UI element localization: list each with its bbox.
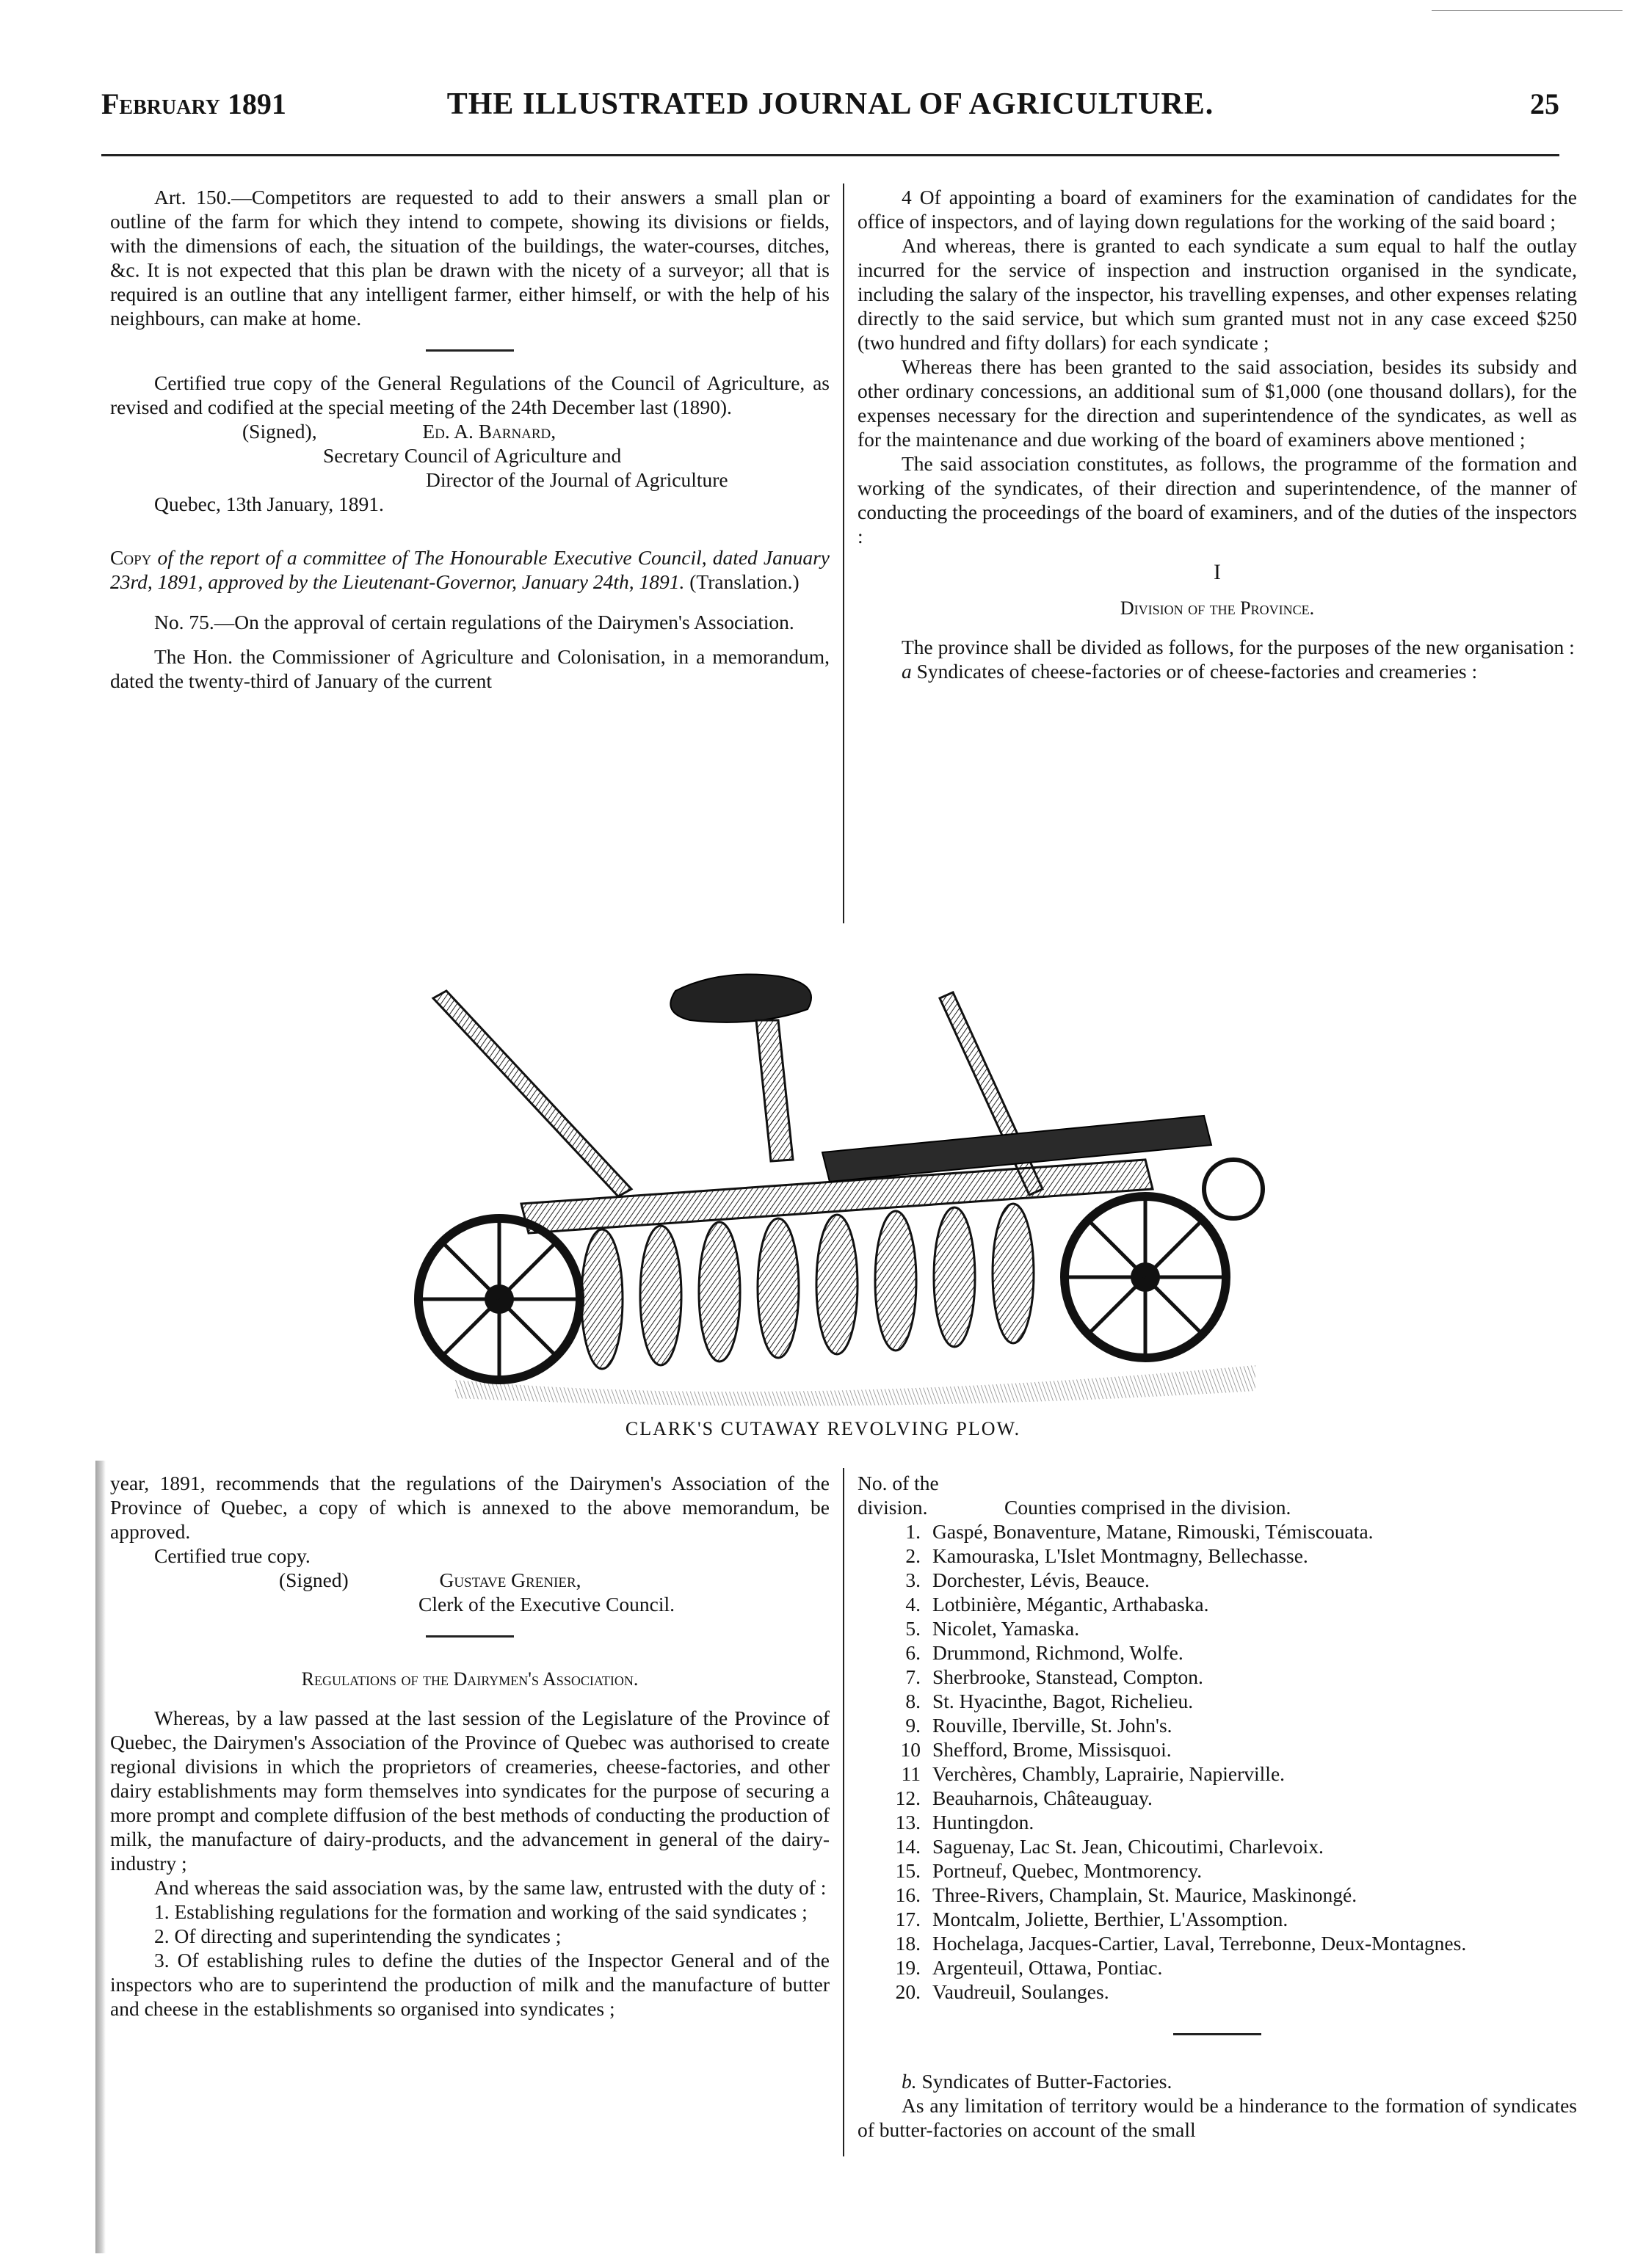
butter-factories-paragraph: As any limitation of territory would be a hinderance to the formation of syndicates of butter-factories on account of the small — [858, 2094, 1577, 2141]
header-no-of-the: No. of the — [858, 1472, 939, 1494]
division-number: 10 — [900, 1738, 921, 1761]
signature-line — [110, 419, 830, 443]
division-counties: Dorchester, Lévis, Beauce. — [932, 1569, 1150, 1591]
scan-edge-shadow — [95, 1461, 106, 2253]
division-counties: St. Hyacinthe, Bagot, Richelieu. — [932, 1690, 1194, 1712]
division-counties: Three-Rivers, Champlain, St. Maurice, Maskinongé. — [932, 1883, 1357, 1906]
division-number: 4. — [905, 1593, 921, 1615]
left-column-top — [110, 185, 830, 693]
recommendation-text: year, 1891, recommends that the regulations of the Dairymen's Association of the Province of Quebec, a copy of which is annexed to the above memorandum, be approved. — [110, 1472, 830, 1543]
top-edge-rule — [1432, 10, 1623, 11]
division-counties: Shefford, Brome, Missisquoi. — [932, 1738, 1172, 1761]
division-counties: Huntingdon. — [932, 1811, 1034, 1833]
division-counties: Lotbinière, Mégantic, Arthabaska. — [932, 1593, 1209, 1615]
division-counties: Sherbrooke, Stanstead, Compton. — [932, 1665, 1203, 1688]
division-row — [858, 1786, 1577, 1810]
division-number: 5. — [905, 1617, 921, 1640]
division-number: 18. — [895, 1932, 921, 1955]
place-date: Quebec, 13th January, 1891. — [154, 493, 384, 515]
division-row — [858, 1544, 1577, 1568]
order-no-75: No. 75.—On the approval of certain regulations of the Dairymen's Association. — [154, 611, 794, 633]
regulations-heading: Regulations of the Dairymen's Association. — [301, 1668, 639, 1690]
division-counties: Drummond, Richmond, Wolfe. — [932, 1641, 1183, 1664]
division-row — [858, 1616, 1577, 1640]
division-number: 7. — [905, 1665, 921, 1688]
certified-copy-text: Certified true copy of the General Regulations of the Council of Agriculture, as revised and codified at the special meeting of the 24th December last (1890). — [110, 371, 830, 418]
division-number: 8. — [905, 1690, 921, 1712]
division-row — [858, 1640, 1577, 1665]
division-row — [858, 1883, 1577, 1907]
entrusted-duty: And whereas the said association was, by the same law, entrusted with the duty of : — [154, 1876, 827, 1899]
division-number: 15. — [895, 1859, 921, 1882]
figure-caption: CLARK'S CUTAWAY REVOLVING PLOW. — [625, 1418, 1021, 1439]
division-counties: Gaspé, Bonaventure, Matane, Rimouski, Témiscouata. — [932, 1520, 1374, 1543]
copy-text: of the report of a committee of The Honourable Executive Council, dated January 23rd, 1891, approved by the Lieutenant-Governor, January 24th, 1891. — [110, 546, 830, 593]
division-number: 14. — [895, 1835, 921, 1858]
division-row — [858, 1592, 1577, 1616]
division-row — [858, 1713, 1577, 1737]
division-counties: Beauharnois, Châteauguay. — [932, 1787, 1153, 1809]
division-counties: Rouville, Iberville, St. John's. — [932, 1714, 1172, 1737]
duty-item-1: 1. Establishing regulations for the formation and working of the said syndicates ; — [154, 1900, 808, 1923]
division-row — [858, 1980, 1577, 2004]
division-row — [858, 1810, 1577, 1834]
duty-item-2: 2. Of directing and superintending the syndicates ; — [154, 1924, 562, 1947]
signed-label-2: (Signed) — [279, 1569, 349, 1591]
division-counties: Montcalm, Joliette, Berthier, L'Assomption. — [932, 1908, 1288, 1930]
division-row — [858, 1762, 1577, 1786]
section-divider — [426, 349, 514, 352]
syndicates-a — [858, 659, 1577, 683]
header-row — [858, 1495, 1577, 1519]
programme-paragraph: The said association constitutes, as follows, the programme of the formation and working of the syndicates, of their direction and superintendence, of the manner of conducting the proceedings of the board of examiners, and of the duties of the inspectors : — [858, 452, 1577, 548]
left-column-bottom — [110, 1471, 830, 2021]
division-row — [858, 1519, 1577, 1544]
province-division-text: The province shall be divided as follows, for the purposes of the new organisation : — [902, 636, 1575, 658]
division-list — [858, 1519, 1577, 2004]
right-column-top — [858, 185, 1577, 683]
header-page-number: 25 — [1530, 87, 1559, 120]
whereas-additional-sum: Whereas there has been granted to the said association, besides its subsidy and other ordinary concessions, an additional sum of $1,000 (one thousand dollars), for the expenses necessary for the direction and superintendence of the syndicates, as well as for the maintenance and due working of the board of examiners above mentioned ; — [858, 355, 1577, 451]
division-row — [858, 1955, 1577, 1980]
division-counties: Kamouraska, L'Islet Montmagny, Bellechasse. — [932, 1544, 1308, 1567]
cutaway-plow-illustration — [411, 969, 1277, 1409]
syndicates-b — [858, 2069, 1577, 2093]
copy-translation: (Translation.) — [689, 570, 800, 593]
division-counties: Vaudreuil, Soulanges. — [932, 1980, 1109, 2003]
division-row — [858, 1737, 1577, 1762]
copy-lead: Copy — [110, 546, 152, 569]
right-column-bottom — [858, 1471, 1577, 2142]
column-divider-bottom — [843, 1468, 844, 2156]
duty-item-3: 3. Of establishing rules to define the duties of the Inspector General and of the inspectors who are to superintend the production of milk and the manufacture of butter and cheese in the establishments so organised into syndicates ; — [110, 1949, 830, 2020]
division-counties: Saguenay, Lac St. Jean, Chicoutimi, Charlevoix. — [932, 1835, 1324, 1858]
item-letter-b: b. — [902, 2070, 917, 2093]
division-counties: Argenteuil, Ottawa, Pontiac. — [932, 1956, 1163, 1979]
signatory-title-2: Director of the Journal of Agriculture — [426, 468, 728, 491]
division-number: 17. — [895, 1908, 921, 1930]
section-roman-numeral: I — [1214, 560, 1221, 584]
clause-4: 4 Of appointing a board of examiners for the examination of candidates for the office of inspectors, and of laying down regulations for the working of the said board ; — [858, 186, 1577, 233]
division-number: 16. — [895, 1883, 921, 1906]
header-counties: Counties comprised in the division. — [1004, 1496, 1291, 1519]
certified-true-copy: Certified true copy. — [154, 1544, 311, 1567]
signed-label: (Signed), — [242, 420, 317, 443]
division-row — [858, 1931, 1577, 1955]
division-number: 3. — [905, 1569, 921, 1591]
division-number: 12. — [895, 1787, 921, 1809]
signatory-name-2: Gustave Grenier, — [439, 1569, 581, 1591]
article-150: Art. 150.—Competitors are requested to add to their answers a small plan or outline of the farm for which they intend to compete, showing its divisions or fields, with the dimensions of each, the situation of the buildings, the water-courses, ditches, &c. It is not expected that this plan be drawn with the nicety of a surveyor; all that is required is an outline that any intelligent farmer, either himself, or with the help of his neighbours, can make at home. — [110, 186, 830, 330]
header-division: division. — [858, 1496, 928, 1519]
header-journal-title: THE ILLUSTRATED JOURNAL OF AGRICULTURE. — [446, 87, 1214, 121]
division-heading: Division of the Province. — [1120, 597, 1315, 619]
division-number: 6. — [905, 1641, 921, 1664]
division-counties: Nicolet, Yamaska. — [932, 1617, 1080, 1640]
division-counties: Portneuf, Quebec, Montmorency. — [932, 1859, 1203, 1882]
signatory-name: Ed. A. Barnard, — [422, 420, 556, 443]
syndicates-a-text: Syndicates of cheese-factories or of cheese-factories and creameries : — [916, 660, 1478, 683]
copy-report-heading — [110, 545, 830, 594]
item-letter-a: a — [902, 660, 912, 683]
section-divider-3 — [1173, 2033, 1261, 2035]
division-counties: Verchères, Chambly, Laprairie, Napierville. — [932, 1762, 1286, 1785]
page-header — [101, 87, 1559, 131]
header-month: February 1891 — [101, 87, 286, 120]
division-row — [858, 1665, 1577, 1689]
commissioner-memo: The Hon. the Commissioner of Agriculture and Colonisation, in a memorandum, dated the twenty-third of January of the current — [110, 645, 830, 692]
division-number: 13. — [895, 1811, 921, 1833]
syndicates-b-text: Syndicates of Butter-Factories. — [921, 2070, 1172, 2093]
column-divider-top — [843, 183, 844, 923]
division-row — [858, 1858, 1577, 1883]
division-number: 19. — [895, 1956, 921, 1979]
division-number: 11 — [901, 1762, 921, 1785]
whereas-law: Whereas, by a law passed at the last session of the Legislature of the Province of Quebec, the Dairymen's Association of the Province of Quebec was authorised to create regional divisions in which the proprietors of creameries, cheese-factories, and other dairy establishments may form themselves into syndicates for the purpose of securing a more prompt and complete diffusion of the best methods of conducting the production of milk, the manufacture of dairy-products, and the advancement in general of the dairy-industry ; — [110, 1707, 830, 1875]
division-row — [858, 1907, 1577, 1931]
header-rule — [101, 154, 1559, 156]
signature-line-2 — [110, 1568, 830, 1592]
division-row — [858, 1568, 1577, 1592]
signatory-title-1: Secretary Council of Agriculture and — [323, 444, 622, 467]
division-number: 20. — [895, 1980, 921, 2003]
division-counties: Hochelaga, Jacques-Cartier, Laval, Terrebonne, Deux-Montagnes. — [932, 1932, 1467, 1955]
section-divider-2 — [426, 1635, 514, 1638]
division-number: 1. — [905, 1520, 921, 1543]
division-table-header — [858, 1471, 1577, 1519]
division-row — [858, 1834, 1577, 1858]
division-row — [858, 1689, 1577, 1713]
whereas-grant: And whereas, there is granted to each syndicate a sum equal to half the outlay incurred for the service of inspection and instruction organised in the syndicate, including the salary of the inspector, his travelling expenses, and other expenses relating directly to the said service, but which sum granted must not in any case exceed $250 (two hundred and fifty dollars) for each syndicate ; — [858, 234, 1577, 354]
division-number: 9. — [905, 1714, 921, 1737]
signatory-title-3: Clerk of the Executive Council. — [418, 1593, 675, 1615]
division-number: 2. — [905, 1544, 921, 1567]
